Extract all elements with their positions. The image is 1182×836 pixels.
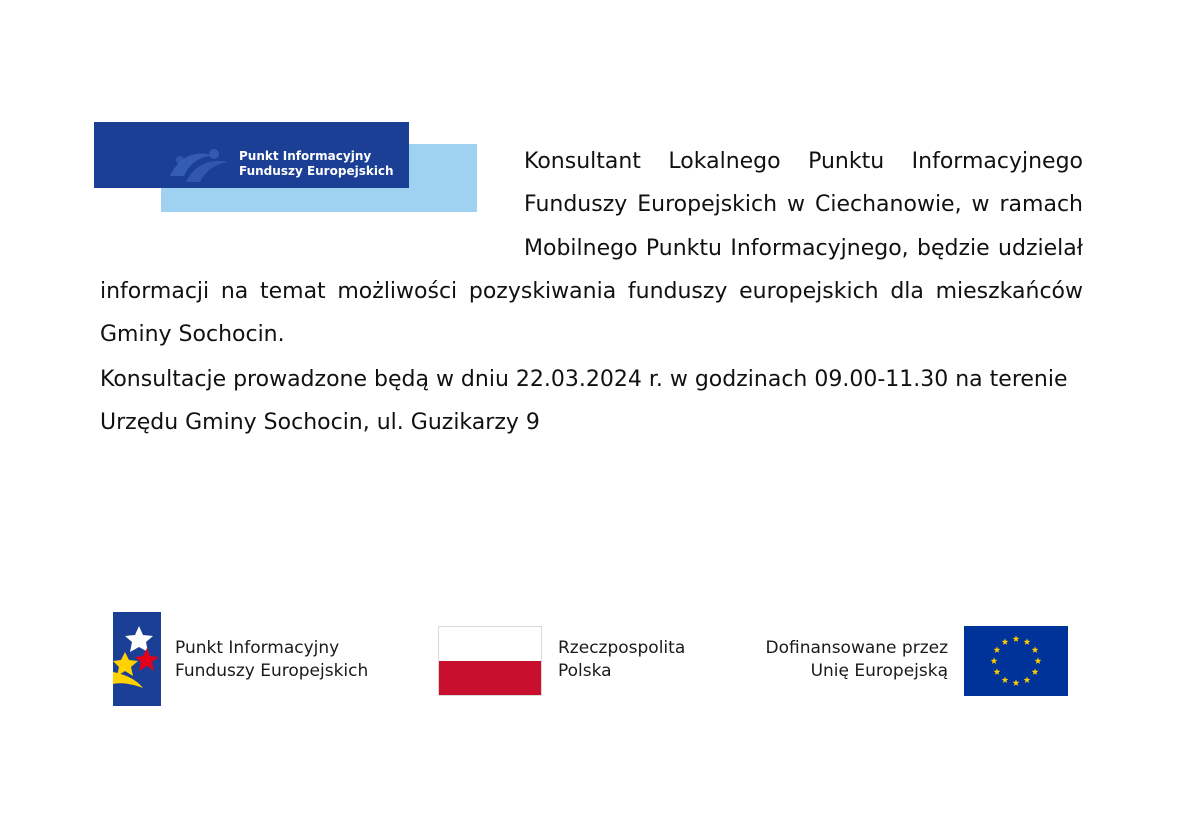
eu-star [1035,657,1042,664]
eu-star [1002,638,1009,645]
footer-fe-line1: Punkt Informacyjny [175,638,340,658]
eu-star [1032,646,1039,653]
footer-fe-line2: Funduszy Europejskich [175,661,369,681]
footer-eu-text [740,637,948,683]
eu-star [991,657,998,664]
fe-stars-icon [113,612,161,706]
eu-star [1024,638,1031,645]
polish-flag-red-stripe [439,661,541,695]
logo-float-spacer [100,140,524,227]
header-logo-line2: Funduszy Europejskich [239,164,394,178]
header-logo-line1: Punkt Informacyjny [239,149,372,163]
footer-fe-text [175,637,368,683]
eu-flag-icon [964,626,1068,696]
eu-stars-ring [964,626,1068,696]
eu-star [1032,668,1039,675]
eu-star [1002,676,1009,683]
polish-flag-icon [438,626,542,696]
footer-fe-logo [113,612,161,706]
announcement-paragraph-1-block [100,140,1083,356]
eu-star [1013,679,1020,686]
footer-pl-line2: Polska [558,661,612,681]
eu-star [1013,635,1020,642]
polish-flag-white-stripe [439,627,541,661]
footer-pl-text [558,637,685,683]
announcement-paragraph-1: Konsultant Lokalnego Punktu Informacyjnego Funduszy Europejskich w Ciechanowie, w ramach Mobilnego Punktu Informacyjnego, będzie udzielał informacji na temat możliwości pozyskiwania funduszy europejskich dla mieszkańców Gminy Sochocin. [100,149,1083,348]
announcement-paragraph-2: Konsultacje prowadzone będą w dniu 22.03.2024 r. w godzinach 09.00-11.30 na terenie Urzędu Gminy Sochocin, ul. Guzikarzy 9 [100,367,1068,436]
footer-eu-line2: Unię Europejską [810,661,948,681]
eu-star [994,646,1001,653]
footer-pl-line1: Rzeczpospolita [558,638,686,658]
eu-star [1024,676,1031,683]
footer-eu-line1: Dofinansowane przez [765,638,948,658]
eu-star [994,668,1001,675]
